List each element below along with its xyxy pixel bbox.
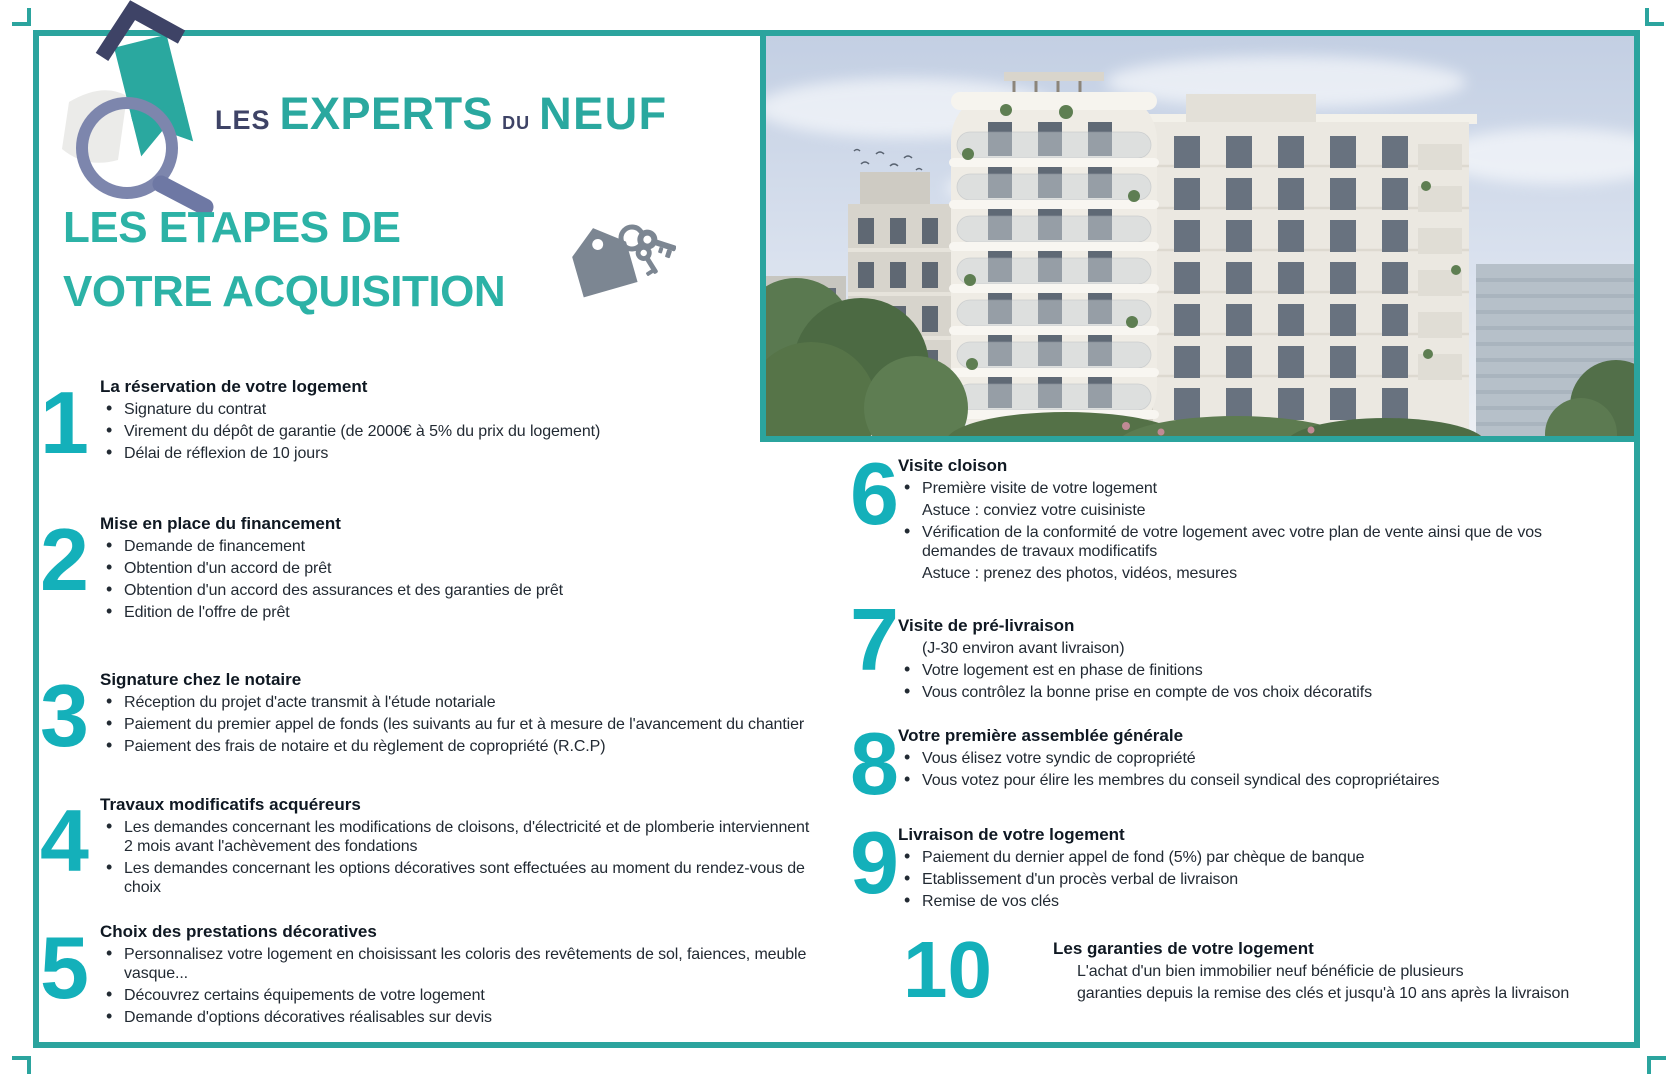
step-10 bbox=[850, 925, 1613, 1014]
wordmark-les: LES bbox=[215, 105, 271, 135]
corner-mark-bottom-right bbox=[1647, 1056, 1666, 1074]
step-7-title: Visite de pré-livraison bbox=[898, 616, 1075, 635]
step-item: • Votre logement est en phase de finitions bbox=[898, 661, 1550, 680]
wordmark-neuf: NEUF bbox=[539, 88, 668, 139]
step-5-title: Choix des prestations décoratives bbox=[100, 922, 377, 941]
step-item: • Vous contrôlez la bonne prise en compte de vos choix décoratifs bbox=[898, 683, 1550, 702]
house-keys-icon bbox=[556, 212, 676, 312]
step-3 bbox=[40, 666, 815, 765]
step-7-number: 7 bbox=[850, 590, 899, 689]
step-item: • Signature du contrat bbox=[100, 400, 815, 419]
page-title bbox=[63, 196, 505, 324]
step-4 bbox=[40, 791, 815, 900]
building-photo bbox=[760, 30, 1640, 442]
step-6-number: 6 bbox=[850, 444, 899, 543]
wordmark-experts: EXPERTS bbox=[279, 88, 494, 139]
step-item: • Remise de vos clés bbox=[898, 892, 1550, 911]
step-6-title: Visite cloison bbox=[898, 456, 1008, 475]
step-item: • Obtention d'un accord de prêt bbox=[100, 559, 815, 578]
step-3-number: 3 bbox=[40, 666, 89, 765]
step-item: • Demande de financement bbox=[100, 537, 815, 556]
step-2-number: 2 bbox=[40, 510, 89, 609]
step-item: • Vous élisez votre syndic de copropriété bbox=[898, 749, 1550, 768]
step-7 bbox=[850, 590, 1550, 705]
step-6 bbox=[850, 444, 1550, 586]
step-item: Astuce : conviez votre cuisiniste bbox=[922, 502, 1146, 519]
corner-mark-bottom-left bbox=[12, 1056, 31, 1074]
step-item: • Réception du projet d'acte transmit à l'étude notariale bbox=[100, 693, 815, 712]
step-1-number: 1 bbox=[40, 373, 89, 472]
step-3-title: Signature chez le notaire bbox=[100, 670, 302, 689]
step-9 bbox=[850, 813, 1550, 914]
step-item: • Paiement du dernier appel de fond (5%) par chèque de banque bbox=[898, 848, 1550, 867]
wordmark-du: DU bbox=[502, 113, 531, 133]
brand-wordmark bbox=[215, 88, 668, 140]
step-9-title: Livraison de votre logement bbox=[898, 825, 1125, 844]
step-item: • Découvrez certains équipements de votre logement bbox=[100, 986, 815, 1005]
step-item: • Obtention d'un accord des assurances et des garanties de prêt bbox=[100, 581, 815, 600]
step-1 bbox=[40, 373, 815, 472]
step-2-title: Mise en place du financement bbox=[100, 514, 341, 533]
step-1-title: La réservation de votre logement bbox=[100, 377, 368, 396]
step-item: • Les demandes concernant les options décoratives sont effectuées au moment du rendez-vous de choix bbox=[100, 859, 815, 897]
step-item: • Etablissement d'un procès verbal de livraison bbox=[898, 870, 1550, 889]
step-8-title: Votre première assemblée générale bbox=[898, 726, 1184, 745]
step-10-number: 10 bbox=[903, 925, 992, 1014]
step-item: L'achat d'un bien immobilier neuf bénéficie de plusieurs bbox=[1077, 963, 1464, 980]
page-title-line2: VOTRE ACQUISITION bbox=[63, 267, 506, 316]
step-item: • Edition de l'offre de prêt bbox=[100, 603, 815, 622]
step-5-number: 5 bbox=[40, 918, 89, 1017]
step-4-title: Travaux modificatifs acquéreurs bbox=[100, 795, 361, 814]
step-5 bbox=[40, 918, 815, 1030]
step-2 bbox=[40, 510, 815, 625]
corner-mark-top-left bbox=[12, 8, 31, 26]
step-item: • Délai de réflexion de 10 jours bbox=[100, 444, 815, 463]
step-item: • Virement du dépôt de garantie (de 2000€ à 5% du prix du logement) bbox=[100, 422, 815, 441]
step-9-number: 9 bbox=[850, 813, 899, 912]
step-item: • Paiement des frais de notaire et du règlement de copropriété (R.C.P) bbox=[100, 737, 815, 756]
step-item: garanties depuis la remise des clés et jusqu'à 10 ans après la livraison bbox=[1077, 985, 1570, 1002]
step-item: (J-30 environ avant livraison) bbox=[922, 640, 1125, 657]
step-item: • Les demandes concernant les modifications de cloisons, d'électricité et de plomberie interviennent 2 mois avant l'achèvement des fondations bbox=[100, 818, 815, 856]
new-building-rendering bbox=[766, 36, 1634, 436]
step-item: • Personnalisez votre logement en choisissant les coloris des revêtements de sol, faiences, meuble vasque... bbox=[100, 945, 815, 983]
step-item: • Demande d'options décoratives réalisables sur devis bbox=[100, 1008, 815, 1027]
step-8-number: 8 bbox=[850, 714, 899, 813]
step-item: • Première visite de votre logement bbox=[898, 479, 1550, 498]
step-item: • Vous votez pour élire les membres du conseil syndical des copropriétaires bbox=[898, 771, 1550, 790]
step-item: • Paiement du premier appel de fonds (les suivants au fur et à mesure de l'avancement du chantier bbox=[100, 715, 815, 734]
page-title-line1: LES ETAPES DE bbox=[63, 203, 401, 252]
corner-mark-top-right bbox=[1645, 8, 1664, 26]
step-8 bbox=[850, 714, 1550, 813]
step-item: • Vérification de la conformité de votre logement avec votre plan de vente ainsi que de vos demandes de travaux modificatifs bbox=[898, 523, 1550, 561]
step-item: Astuce : prenez des photos, vidéos, mesures bbox=[922, 565, 1237, 582]
brand-logo bbox=[55, 0, 715, 215]
step-4-number: 4 bbox=[40, 791, 89, 890]
step-10-title: Les garanties de votre logement bbox=[1053, 939, 1314, 958]
